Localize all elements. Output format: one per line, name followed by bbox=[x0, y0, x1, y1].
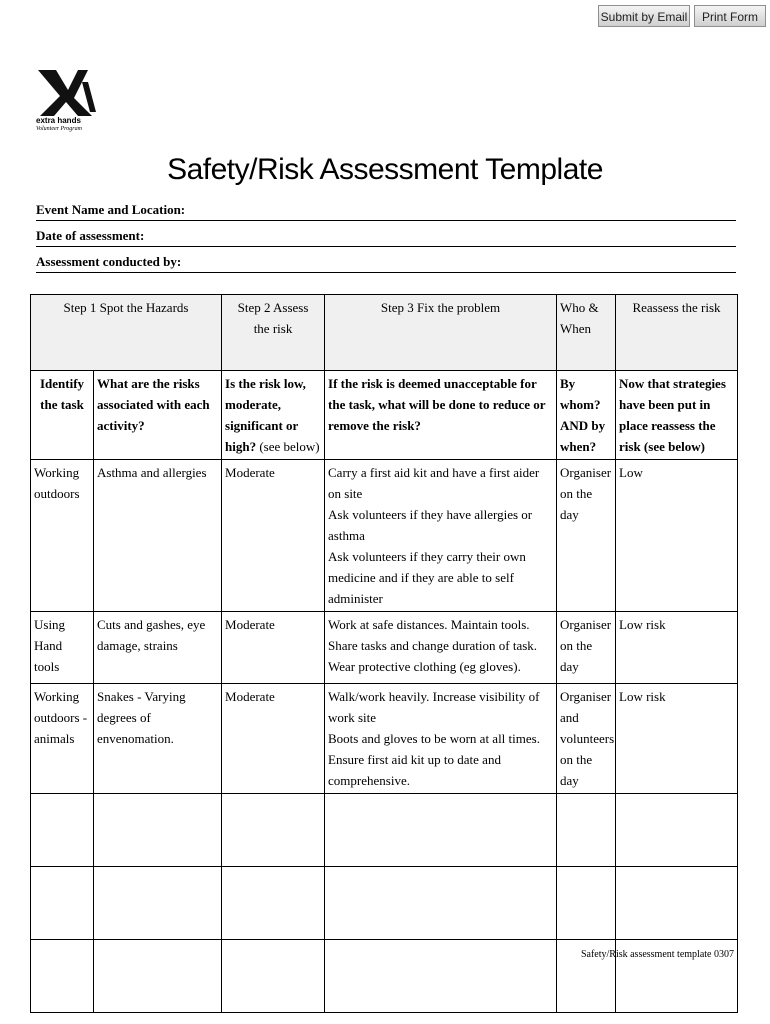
task-cell[interactable] bbox=[31, 867, 94, 940]
level-cell[interactable]: Moderate bbox=[222, 612, 325, 684]
who-when-header: Who & When bbox=[557, 295, 616, 371]
col-fix: If the risk is deemed unacceptable for the task, what will be done to reduce or remove the risk? bbox=[325, 371, 557, 460]
who-cell[interactable] bbox=[557, 867, 616, 940]
print-form-button[interactable]: Print Form bbox=[694, 5, 766, 27]
task-cell[interactable] bbox=[31, 794, 94, 867]
who-cell[interactable]: Organiser on the day bbox=[557, 460, 616, 612]
event-name-field[interactable]: Event Name and Location: bbox=[36, 200, 736, 221]
who-cell[interactable] bbox=[557, 794, 616, 867]
risks-cell[interactable]: Asthma and allergies bbox=[94, 460, 222, 612]
col-who: By whom? AND by when? bbox=[557, 371, 616, 460]
fix-cell[interactable]: Walk/work heavily. Increase visibility of work site Boots and gloves to be worn at all times. Ensure first aid kit up to date and comprehensive. bbox=[325, 684, 557, 794]
task-cell[interactable]: Working outdoors - animals bbox=[31, 684, 94, 794]
risks-cell[interactable]: Cuts and gashes, eye damage, strains bbox=[94, 612, 222, 684]
task-cell[interactable]: Using Hand tools bbox=[31, 612, 94, 684]
risks-cell[interactable] bbox=[94, 940, 222, 1013]
level-cell[interactable] bbox=[222, 794, 325, 867]
col-identify-task: Identify the task bbox=[31, 371, 94, 460]
level-cell[interactable] bbox=[222, 940, 325, 1013]
page-title: Safety/Risk Assessment Template bbox=[167, 153, 603, 186]
risks-cell[interactable] bbox=[94, 794, 222, 867]
reassess-cell[interactable]: Low risk bbox=[616, 612, 738, 684]
fix-cell[interactable] bbox=[325, 867, 557, 940]
table-row bbox=[31, 684, 738, 794]
table-row bbox=[31, 794, 738, 867]
table-row bbox=[31, 612, 738, 684]
reassess-cell[interactable]: Low risk bbox=[616, 684, 738, 794]
table-row bbox=[31, 867, 738, 940]
assessment-conducted-by-field[interactable]: Assessment conducted by: bbox=[36, 252, 736, 273]
reassess-cell[interactable]: Low bbox=[616, 460, 738, 612]
col-risks: What are the risks associated with each activity? bbox=[94, 371, 222, 460]
step1-header: Step 1 Spot the Hazards bbox=[31, 295, 222, 371]
task-cell[interactable] bbox=[31, 940, 94, 1013]
submit-by-email-button[interactable]: Submit by Email bbox=[598, 5, 690, 27]
page-footer: Safety/Risk assessment template 0307 bbox=[580, 949, 734, 960]
fix-cell[interactable] bbox=[325, 940, 557, 1013]
who-cell[interactable]: Organiser and volunteers on the day bbox=[557, 684, 616, 794]
fix-cell[interactable] bbox=[325, 794, 557, 867]
risk-assessment-table bbox=[30, 294, 738, 1013]
level-cell[interactable] bbox=[222, 867, 325, 940]
level-cell[interactable]: Moderate bbox=[222, 684, 325, 794]
level-cell[interactable]: Moderate bbox=[222, 460, 325, 612]
fix-cell[interactable]: Work at safe distances. Maintain tools. Share tasks and change duration of task. Wear protective clothing (eg gloves). bbox=[325, 612, 557, 684]
col-risk-level: Is the risk low, moderate, significant or high? (see below) bbox=[222, 371, 325, 460]
reassess-cell[interactable] bbox=[616, 867, 738, 940]
logo-tagline: Volunteer Program bbox=[36, 126, 82, 132]
col-reassess: Now that strategies have been put in place reassess the risk (see below) bbox=[616, 371, 738, 460]
risks-cell[interactable]: Snakes - Varying degrees of envenomation. bbox=[94, 684, 222, 794]
reassess-cell[interactable] bbox=[616, 794, 738, 867]
table-row bbox=[31, 460, 738, 612]
date-of-assessment-field[interactable]: Date of assessment: bbox=[36, 226, 736, 247]
logo-name: extra hands bbox=[36, 116, 81, 125]
reassess-header: Reassess the risk bbox=[616, 295, 738, 371]
task-cell[interactable]: Working outdoors bbox=[31, 460, 94, 612]
who-cell[interactable]: Organiser on the day bbox=[557, 612, 616, 684]
step2-header: Step 2 Assess the risk bbox=[222, 295, 325, 371]
risks-cell[interactable] bbox=[94, 867, 222, 940]
fix-cell[interactable]: Carry a first aid kit and have a first aider on site Ask volunteers if they have allergies or asthma Ask volunteers if they carry their own medicine and if they are able to self administer bbox=[325, 460, 557, 612]
step3-header: Step 3 Fix the problem bbox=[325, 295, 557, 371]
